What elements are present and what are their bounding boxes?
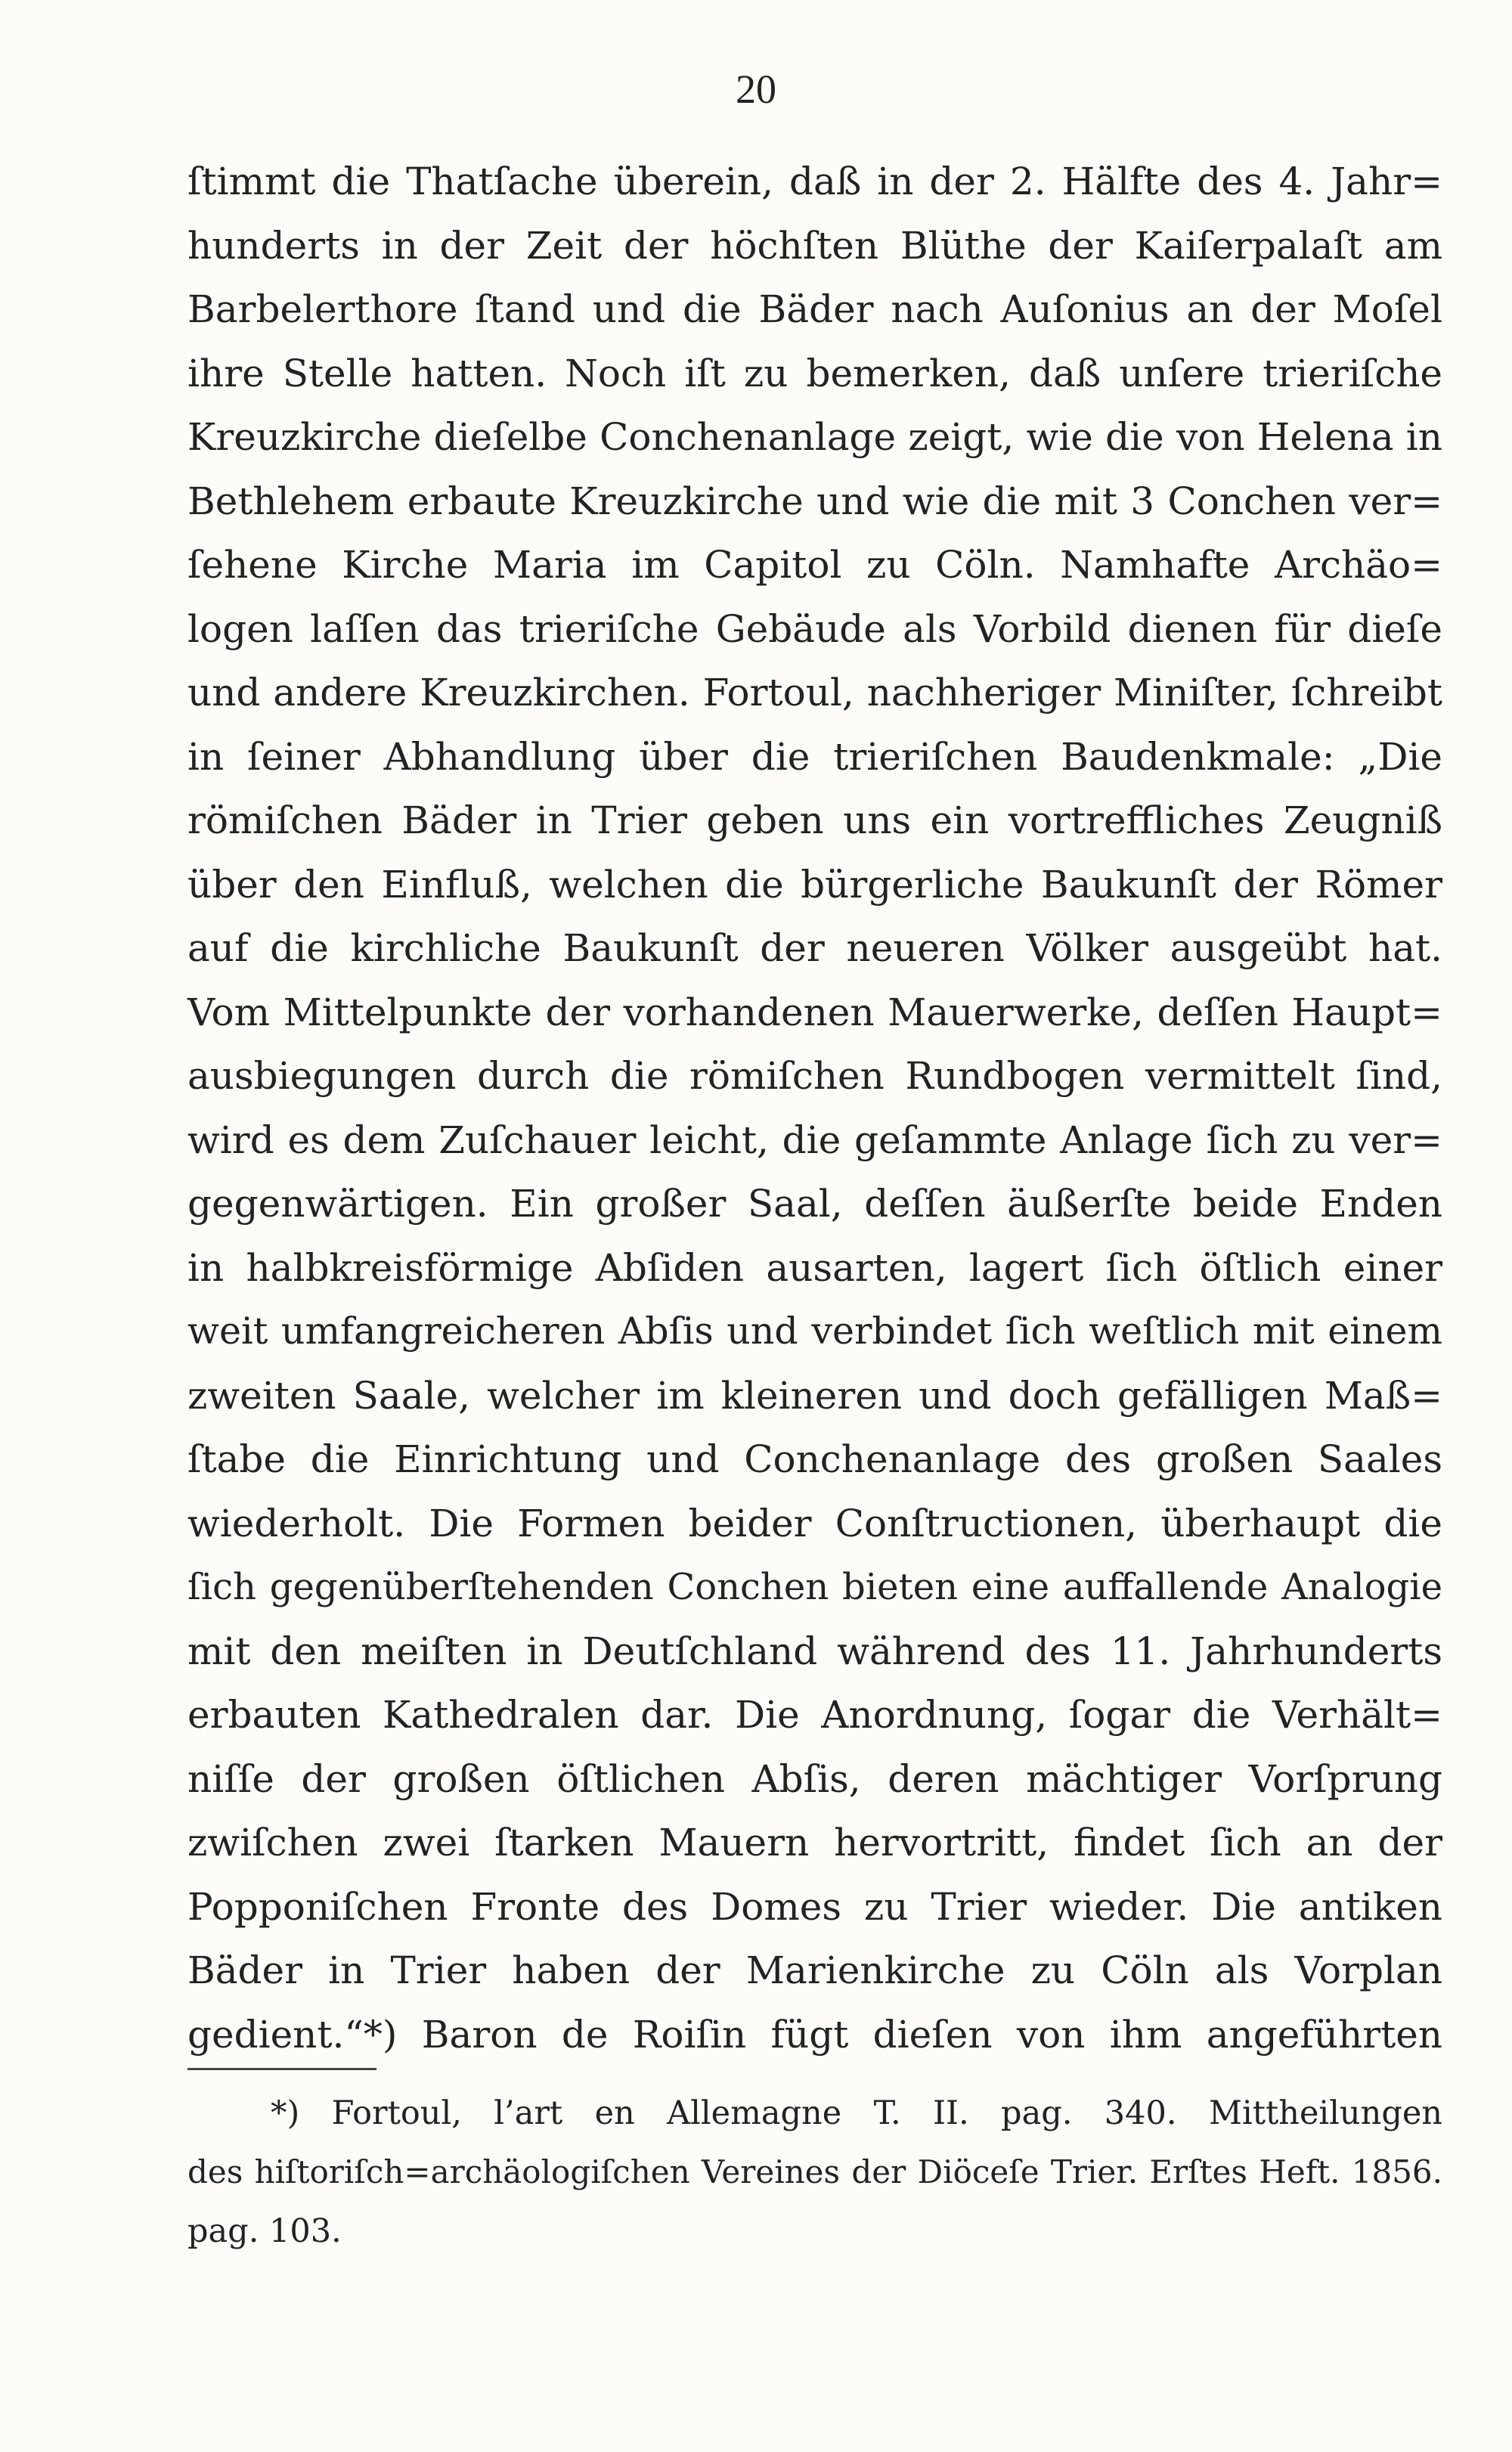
text-line: über den Einfluß, welchen die bürgerliche Baukunſt der Römer [187,862,1442,907]
text-line: hunderts in der Zeit der höchſten Blüthe der Kaiſerpalaſt am [187,223,1442,268]
footnote-rule [187,2068,376,2070]
text-line: ſich gegenüberſtehenden Conchen bieten eine auffallende Analogie [187,1566,1442,1608]
footnote-line: *) Fortoul, l’art en Allemagne T. II. pag. 340. Mittheilungen [271,2094,1442,2132]
text-line: ſehene Kirche Maria im Capitol zu Cöln. Namhafte Archäo= [187,543,1442,587]
text-line: Kreuzkirche dieſelbe Conchenanlage zeigt, wie die von Helena in [187,415,1442,459]
text-line: erbauten Kathedralen dar. Die Anordnung, ſogar die Verhält= [187,1693,1442,1737]
text-line: in halbkreisförmige Abſiden ausarten, lagert ſich öſtlich einer [187,1245,1442,1290]
text-line: logen laſſen das trieriſche Gebäude als Vorbild dienen für dieſe [187,606,1442,651]
footnote [187,2084,1442,2261]
text-line: Vom Mittelpunkte der vorhandenen Mauerwerke, deſſen Haupt= [187,990,1442,1034]
footnote-line: pag. 103. [187,2212,342,2250]
text-line: auf die kirchliche Baukunſt der neueren Völker ausgeübt hat. [187,926,1442,970]
text-line: zweiten Saale, welcher im kleineren und doch gefälligen Maß= [187,1373,1442,1418]
text-line: wird es dem Zuſchauer leicht, die geſammte Anlage ſich zu ver= [187,1118,1442,1162]
text-line: gegenwärtigen. Ein großer Saal, deſſen äußerſte beide Enden [187,1182,1442,1226]
text-line: ihre Stelle hatten. Noch iſt zu bemerken, daß unſere trieriſche [187,351,1442,395]
text-line: Popponiſchen Fronte des Domes zu Trier wieder. Die antiken [187,1884,1442,1929]
text-line: in ſeiner Abhandlung über die trieriſchen Baudenkmale: „Die [187,734,1442,779]
text-line: weit umfangreicheren Abſis und verbindet ſich weſtlich mit einem [187,1310,1442,1353]
footnote-line: des hiſtoriſch=archäologiſchen Vereines der Diöceſe Trier. Erſtes Heft. 1856. [187,2153,1442,2190]
text-line: ſtimmt die Thatſache überein, daß in der 2. Hälfte des 4. Jahr= [187,160,1442,203]
text-line: Bäder in Trier haben der Marienkirche zu Cöln als Vorplan [187,1948,1442,1992]
text-line: ausbiegungen durch die römiſchen Rundbogen vermittelt ſind, [187,1054,1442,1098]
text-line: gedient.“*) Baron de Roiſin fügt dieſen von ihm angeführten [187,2012,1442,2057]
text-line: Barbelerthore ſtand und die Bäder nach Auſonius an der Moſel [187,287,1442,331]
text-line: römiſchen Bäder in Trier geben uns ein vortreffliches Zeugniß [187,798,1442,842]
text-line: ſtabe die Einrichtung und Conchenanlage des großen Saales [187,1437,1442,1481]
text-line: wiederholt. Die Formen beider Conſtructionen, überhaupt die [187,1501,1442,1545]
text-line: niſſe der großen öſtlichen Abſis, deren mächtiger Vorſprung [187,1756,1442,1801]
page-number: 20 [736,67,776,112]
text-line: Bethlehem erbaute Kreuzkirche und wie die mit 3 Conchen ver= [187,479,1442,523]
body-text [187,150,1442,2066]
text-line: zwiſchen zwei ſtarken Mauern hervortritt, findet ſich an der [187,1821,1442,1865]
text-line: mit den meiſten in Deutſchland während des 11. Jahrhunderts [187,1629,1442,1673]
text-line: und andere Kreuzkirchen. Fortoul, nachheriger Miniſter, ſchreibt [187,671,1442,715]
